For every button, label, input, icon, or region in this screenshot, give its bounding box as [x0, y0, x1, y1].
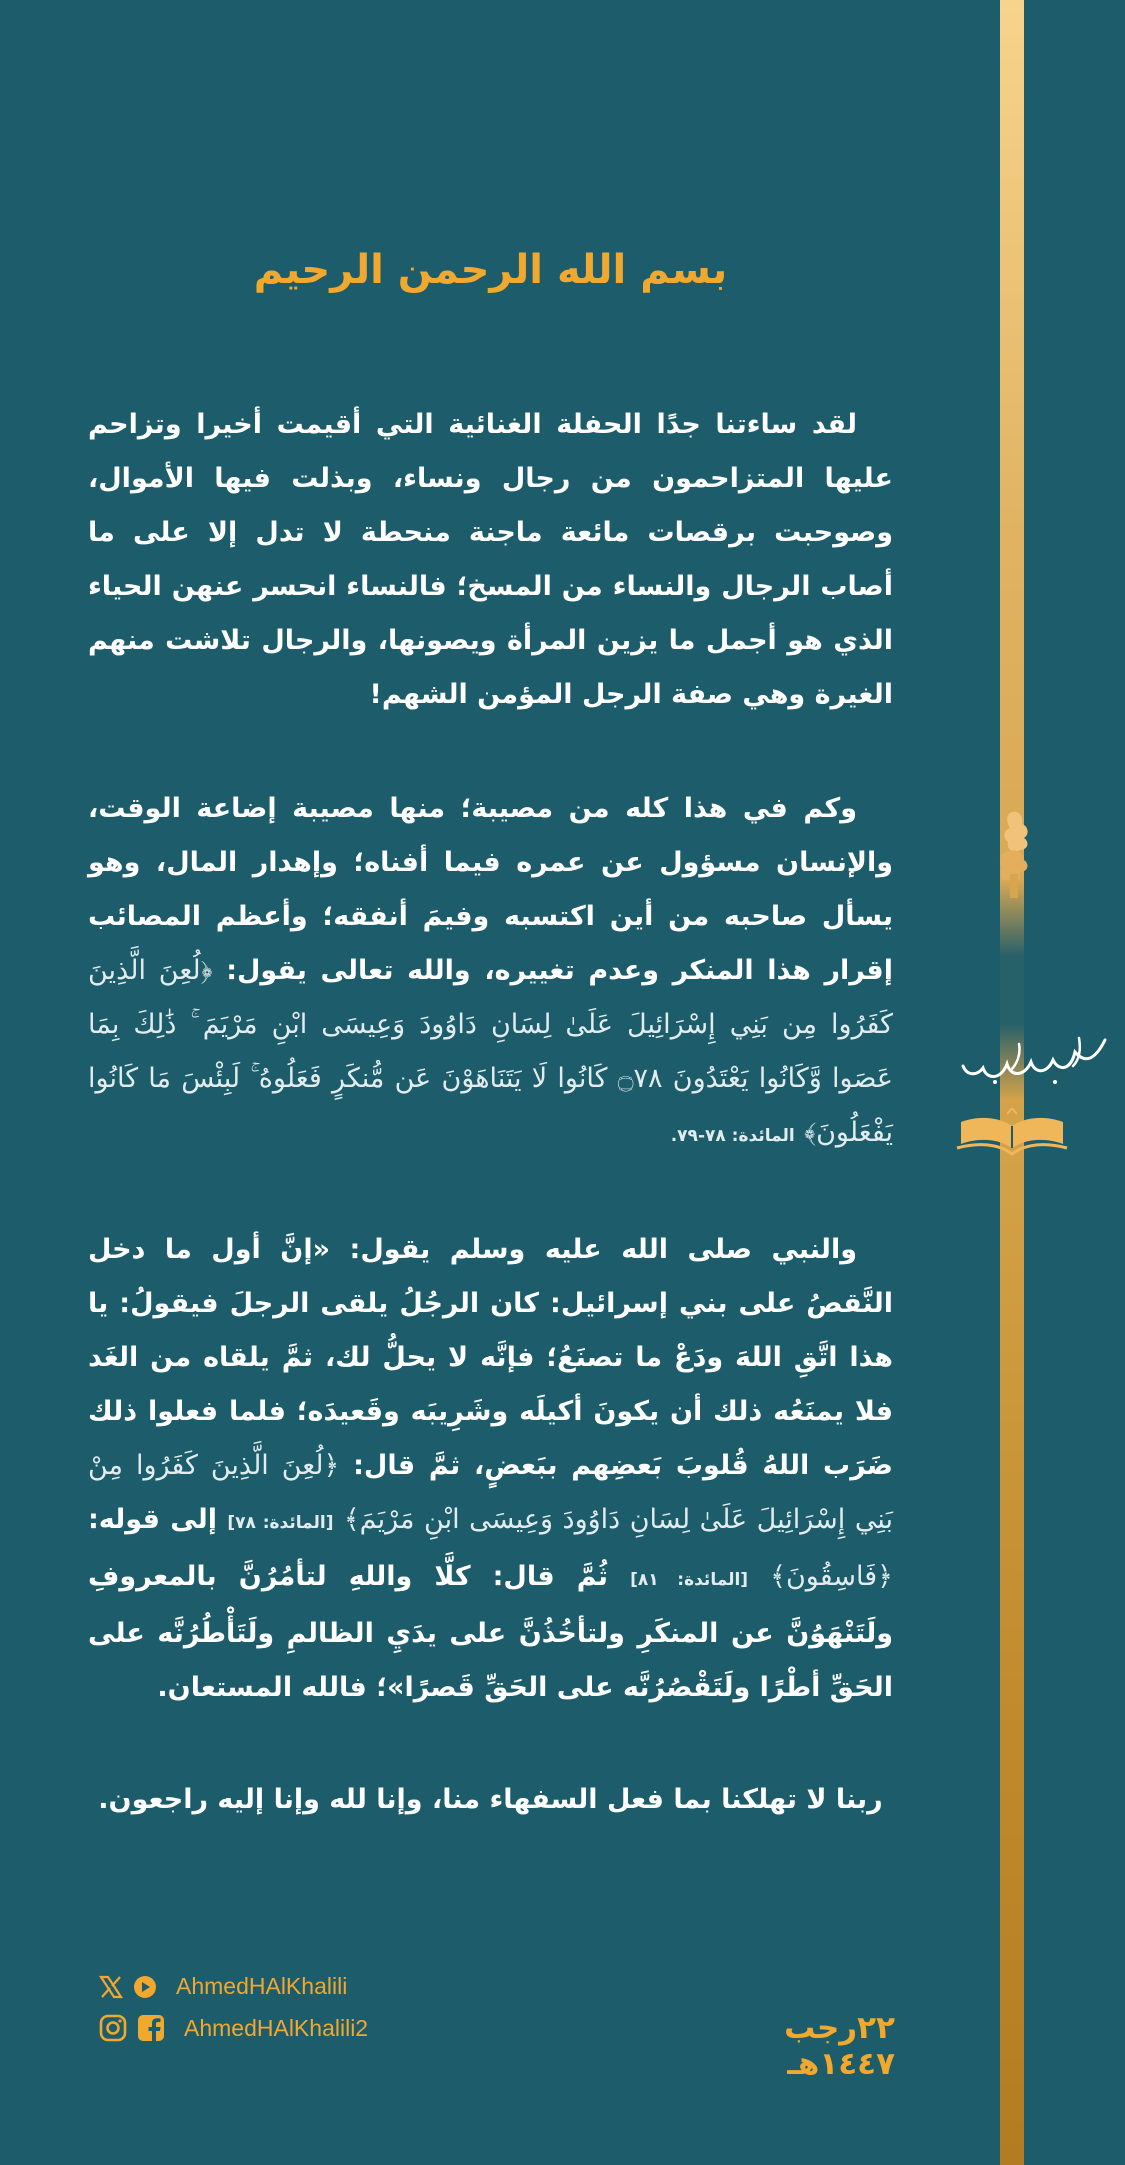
closing-supplication: ربنا لا تهلكنا بما فعل السفهاء منا، وإنا لله وإنا إليه راجعون.: [98, 1784, 883, 1815]
hadith-part-2: إلى قوله:: [88, 1504, 217, 1535]
paragraph-2: [88, 782, 893, 1163]
paragraph-3: [88, 1223, 893, 1715]
hands-icon: [984, 808, 1044, 898]
paragraph-2-text: وكم في هذا كله من مصيبة؛ منها مصيبة إضاعة الوقت، والإنسان مسؤول عن عمره فيما أفناه؛ وإهدار المال، وهو يسأل صاحبه من أين اكتسبه وفيمَ أنفقه؛ وأعظم المصائب إقرار هذا المنكر وعدم تغييره، والله تعالى يقول:: [88, 793, 893, 986]
quran-verse-maidah-81: ﴿فَاسِقُونَ﴾: [770, 1561, 893, 1592]
open-book-icon: [955, 1108, 1070, 1158]
hadith-part-1: والنبي صلى الله عليه وسلم يقول: «إنَّ أول ما دخل النَّقصُ على بني إسرائيل: كان الرجُلُ يلقى الرجلَ فيقولُ: يا هذا اتَّقِ اللهَ ودَعْ ما تصنَعُ؛ فإنَّه لا يحلُّ لك، ثمَّ يلقاه من الغَد فلا يمنَعُه ذلك أن يكونَ أكيلَه وشَرِيبَه وقَعيدَه؛ فلما فعلوا ذلك ضَرَب اللهُ قُلوبَ بَعضِهم ببَعضٍ، ثمَّ قال:: [88, 1234, 893, 1481]
quran-verse-maidah-78: ﴿لُعِنَ الَّذِينَ كَفَرُوا مِنْ بَنِي إِسْرَائِيلَ عَلَىٰ لِسَانِ دَاوُودَ وَعِيسَى ابْنِ مَرْيَمَ﴾: [88, 1450, 893, 1535]
paragraph-1: لقد ساءتنا جدًا الحفلة الغنائية التي أقيمت أخيرا وتزاحم عليها المتزاحمون من رجال ونساء، وبذلت فيها الأموال، وصوحبت برقصات مائعة ماجنة منحطة لا تدل إلا على ما أصاب الرجال والنساء من المسخ؛ فالنساء انحسر عنهن الحياء الذي هو أجمل ما يزين المرأة ويصونها، والرجال تلاشت منهم الغيرة وهي صفة الرجل المؤمن الشهم!: [88, 409, 893, 710]
handle-secondary[interactable]: AhmedHAlKhalili2: [184, 2014, 369, 2041]
x-icon[interactable]: [98, 1974, 124, 2000]
social-row-2: [98, 2013, 368, 2043]
social-row-1: [98, 1973, 347, 2000]
handle-primary[interactable]: AhmedHAlKhalili: [176, 1973, 348, 1999]
quran-verse-maidah-78-79: ﴿لُعِنَ الَّذِينَ كَفَرُوا مِن بَنِي إِسْرَائِيلَ عَلَىٰ لِسَانِ دَاوُودَ وَعِيسَى ابْنِ مَرْيَمَ ۚ ذَٰلِكَ بِمَا عَصَوا وَّكَانُوا يَعْتَدُونَ ۝٧٨ كَانُوا لَا يَتَنَاهَوْنَ عَن مُّنكَرٍ فَعَلُوهُ ۚ لَبِئْسَ مَا كَانُوا يَفْعَلُونَ﴾: [88, 955, 893, 1148]
facebook-icon[interactable]: [136, 2013, 166, 2043]
hadith-part-3: ثُمَّ قال: كلَّا واللهِ لتأمُرُنَّ بالمعروفِ ولَتَنْهَوُنَّ عن المنكَرِ ولتأخُذُنَّ على يدَيِ الظالمِ ولَتَأْطُرُنَّه على الحَقِّ أطْرًا ولَتَقْصُرُنَّه على الحَقِّ قَصرًا»؛ فالله المستعان.: [88, 1561, 893, 1703]
signature-image: [955, 1030, 1115, 1090]
verse-reference: المائدة: ٧٨-٧٩.: [670, 1126, 795, 1146]
instagram-icon[interactable]: [98, 2013, 128, 2043]
verse-reference-81: [المائدة: ٨١]: [630, 1570, 749, 1590]
social-handles: [98, 1973, 478, 2063]
basmala-heading: بسم الله الرحمن الرحيم: [253, 247, 728, 293]
hijri-date: ٢٢رجب ١٤٤٧هـ: [784, 2010, 895, 2082]
main-content: [88, 240, 893, 1825]
youtube-icon[interactable]: [132, 1974, 158, 2000]
verse-reference-78: [المائدة: ٧٨]: [227, 1513, 334, 1533]
